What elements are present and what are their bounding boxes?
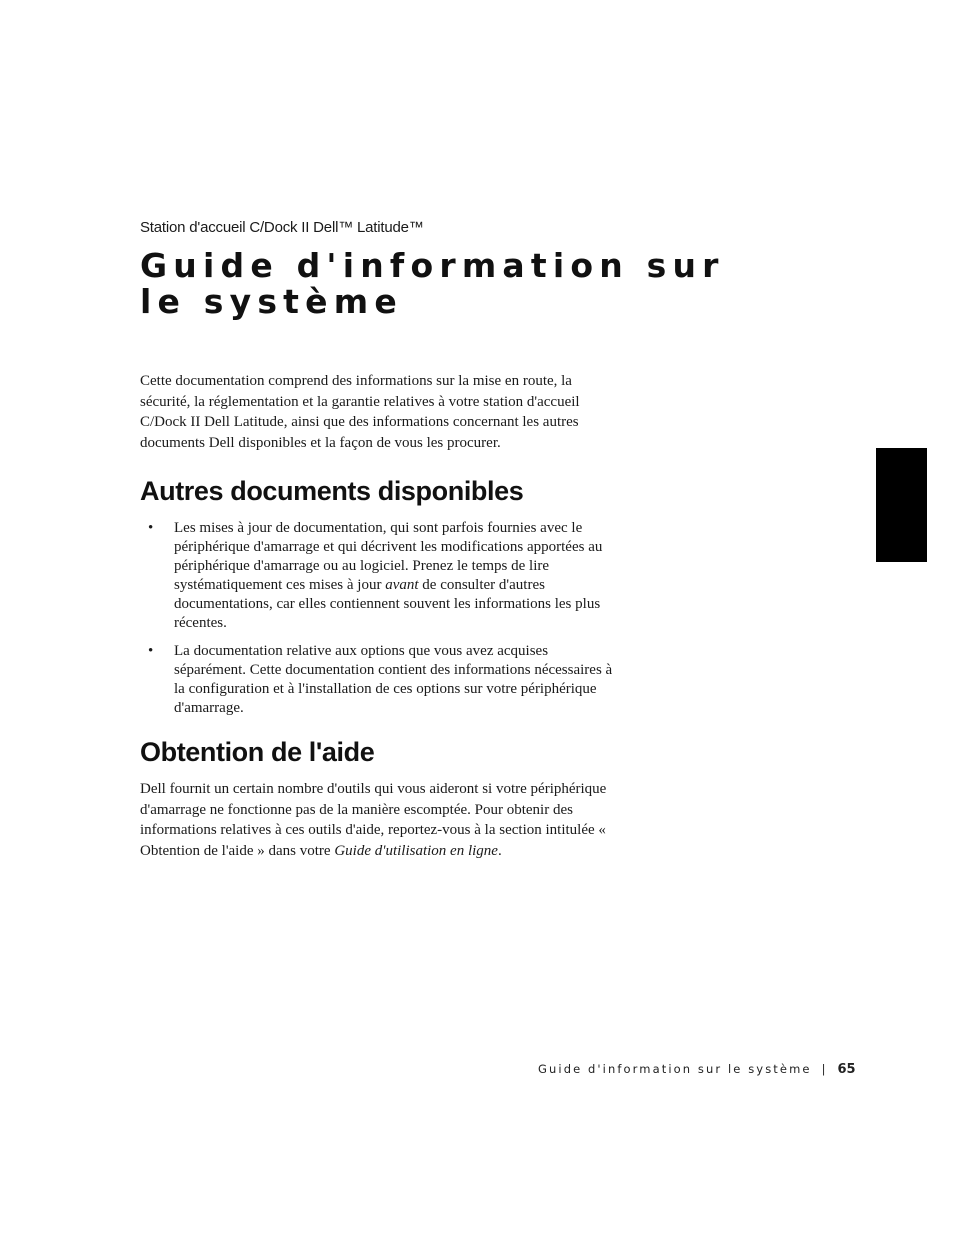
list-item-text: La documentation relative aux options que vous avez acquises séparément. Cette documentation contient des informations nécessaires à la configuration et à l'installation de ces options sur votre périphérique d'amarrage. — [174, 643, 613, 716]
list-item-text-end: de consulter d'autres documentations, car elles contiennent souvent les informations les plus récentes. — [174, 577, 601, 631]
section-heading-help: Obtention de l'aide — [140, 737, 375, 767]
footer-separator: | — [821, 1062, 826, 1076]
page-title-line-2: le système — [140, 282, 403, 321]
list-item — [140, 519, 622, 633]
page-number: 65 — [837, 1062, 856, 1077]
bullet-icon: • — [148, 520, 154, 536]
list-item — [140, 642, 622, 718]
help-paragraph — [140, 779, 622, 861]
page-title-line-1: Guide d'information sur — [140, 246, 725, 285]
chapter-tab-marker — [876, 448, 927, 562]
page-title — [140, 248, 725, 320]
help-text-end: . — [497, 842, 502, 859]
list-item-text: Les mises à jour de documentation, qui sont parfois fournies avec le périphérique d'amarrage et qui décrivent les modifications apportées au périphérique d'amarrage ou au logiciel. Prenez le temps de lire systématiquement ces mises à jour — [174, 520, 603, 593]
list-item-emphasis: avant — [385, 577, 419, 593]
help-guide-title: Guide d'utilisation en ligne — [334, 842, 498, 859]
help-text: Dell fournit un certain nombre d'outils qui vous aideront si votre périphérique d'amarrage ne fonctionne pas de la manière escomptée. Pour obtenir des informations relatives à ces outils d'aide, reportez-vous à la section intitulée « Obtention de l'aide » dans votre — [140, 781, 607, 859]
product-subtitle: Station d'accueil C/Dock II Dell™ Latitude™ — [140, 219, 424, 236]
page-footer — [538, 1062, 856, 1077]
intro-paragraph: Cette documentation comprend des informations sur la mise en route, la sécurité, la réglementation et la garantie relatives à votre station d'accueil C/Dock II Dell Latitude, ainsi que des informations concernant les autres documents Dell disponibles et la façon de vous les procurer. — [140, 373, 580, 451]
bullet-icon: • — [148, 643, 154, 659]
footer-title: Guide d'information sur le système — [538, 1062, 812, 1076]
section-heading-documents: Autres documents disponibles — [140, 476, 524, 506]
documents-list — [140, 519, 622, 727]
